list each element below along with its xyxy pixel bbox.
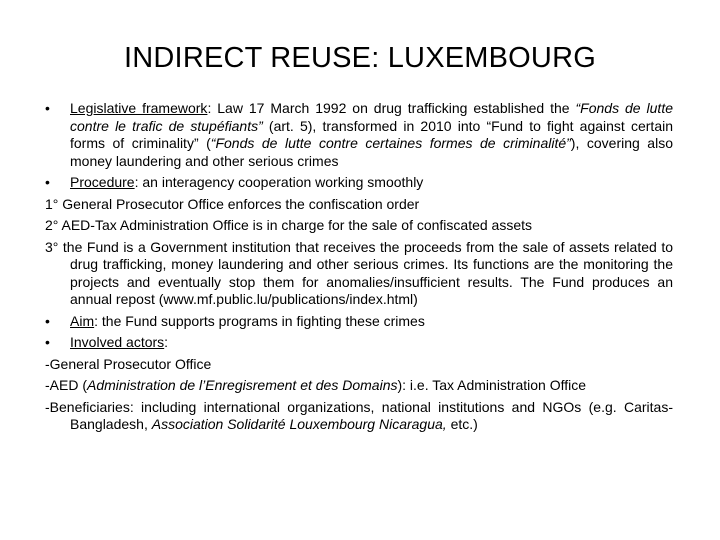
bullet-aim	[45, 313, 673, 331]
procedure-text: : an interagency cooperation working smoothly	[134, 174, 424, 190]
procedure-label: Procedure	[70, 174, 135, 190]
legislative-text-1: : Law 17 March 1992 on drug trafficking established the	[207, 100, 576, 116]
involved-actors-text: :	[164, 334, 169, 350]
legislative-italic-1: “Fonds de lutte contre le trafic de stupéfiants”	[70, 100, 673, 134]
step-3: 3° the Fund is a Government institution that receives the proceeds from the sale of assets related to drug trafficking, money laundering and other serious crimes. Its functions are the monitoring the projects and eventually stop them for anomalies/insufficient results. The Fund produces an annual repost (www.mf.public.lu/publications/index.html)	[45, 238, 673, 307]
bullet-icon: •	[45, 334, 50, 350]
aed-text-2: ): i.e. Tax Administration Office	[397, 377, 587, 393]
aim-label: Aim	[70, 312, 95, 329]
beneficiaries-italic: Association Solidarité Louxembourg Nicaragua,	[151, 416, 447, 432]
aed-text-1: -AED (	[45, 377, 87, 393]
actor-general-prosecutor: -General Prosecutor Office	[45, 355, 212, 372]
slide-body	[45, 100, 673, 438]
aed-italic: Administration de l’Enregisrement et des Domains	[87, 377, 398, 393]
beneficiaries-text-2: etc.)	[446, 416, 478, 432]
legislative-text-2: (art. 5), transformed in 2010 into “Fund to fight against certain forms of criminality” (	[70, 117, 674, 151]
beneficiaries-text-1: -Beneficiaries: including international organizations, national institutions and NGOs (e.g. Caritas-Bangladesh,	[45, 398, 673, 432]
bullet-procedure	[45, 174, 673, 192]
bullet-icon: •	[45, 312, 50, 329]
slide-title: INDIRECT REUSE: LUXEMBOURG	[124, 42, 596, 74]
actor-aed	[45, 377, 673, 395]
bullet-icon: •	[45, 174, 50, 190]
involved-actors-label: Involved actors	[70, 334, 165, 350]
actor-beneficiaries	[45, 399, 673, 434]
aim-text: : the Fund supports programs in fighting these crimes	[94, 312, 425, 329]
legislative-text-3: ), covering also money laundering and other serious crimes	[70, 135, 673, 169]
bullet-legislative-framework	[45, 100, 673, 170]
step-2: 2° AED-Tax Administration Office is in charge for the sale of confiscated assets	[45, 217, 533, 233]
bullet-involved-actors	[45, 334, 673, 352]
step-1: 1° General Prosecutor Office enforces the confiscation order	[45, 195, 420, 212]
legislative-italic-2: “Fonds de lutte contre certaines formes de criminalité”	[210, 135, 571, 151]
bullet-icon: •	[45, 100, 50, 116]
legislative-framework-label: Legislative framework	[70, 100, 208, 116]
